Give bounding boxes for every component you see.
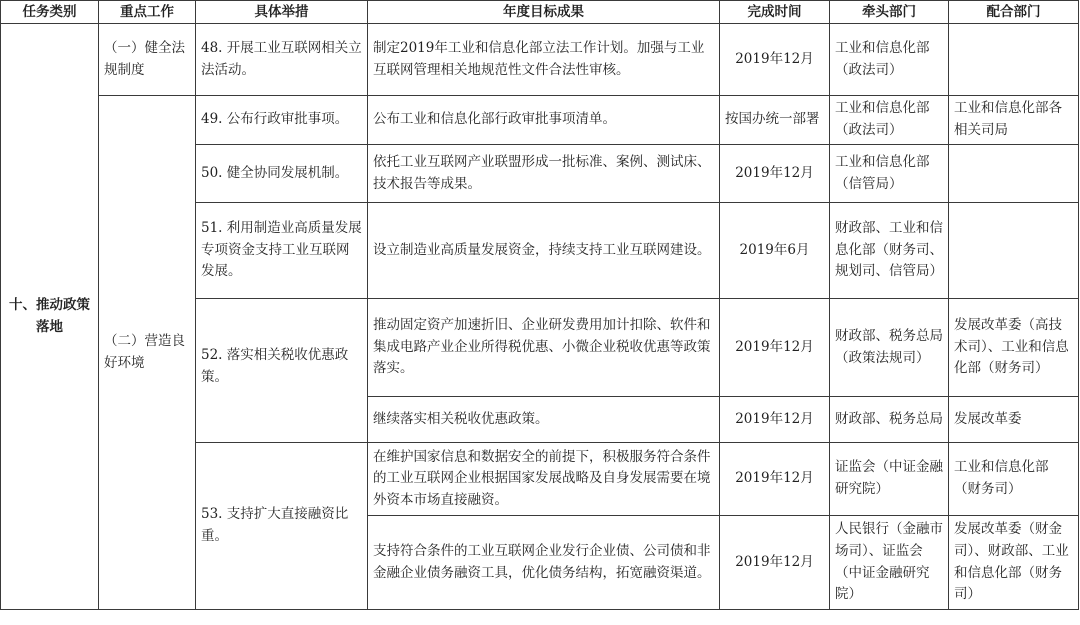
lead-dept-cell: 财政部、税务总局（政策法规司） [830, 299, 949, 397]
lead-dept-cell: 财政部、工业和信息化部（财务司、规划司、信管局） [830, 203, 949, 299]
coop-dept-cell [949, 24, 1079, 96]
time-cell: 2019年12月 [720, 145, 830, 203]
measure-cell: 50. 健全协同发展机制。 [196, 145, 368, 203]
lead-dept-cell: 工业和信息化部（信管局） [830, 145, 949, 203]
lead-dept-cell: 证监会（中证金融研究院） [830, 443, 949, 516]
goal-cell: 设立制造业高质量发展资金，持续支持工业互联网建设。 [368, 203, 720, 299]
time-cell: 2019年12月 [720, 299, 830, 397]
measure-cell: 51. 利用制造业高质量发展专项资金支持工业互联网发展。 [196, 203, 368, 299]
goal-cell: 支持符合条件的工业互联网企业发行企业债、公司债和非金融企业债务融资工具，优化债务结构，拓宽融资渠道。 [368, 516, 720, 610]
header-row [1, 1, 1079, 24]
lead-dept-cell: 财政部、税务总局 [830, 397, 949, 443]
coop-dept-cell: 发展改革委（财金司）、财政部、工业和信息化部（财务司） [949, 516, 1079, 610]
goal-cell: 公布工业和信息化部行政审批事项清单。 [368, 96, 720, 145]
goal-cell: 在维护国家信息和数据安全的前提下，积极服务符合条件的工业互联网企业根据国家发展战略及自身发展需要在境外资本市场直接融资。 [368, 443, 720, 516]
header-completion-time: 完成时间 [720, 1, 830, 24]
header-coop-dept: 配合部门 [949, 1, 1079, 24]
measure-cell: 53. 支持扩大直接融资比重。 [196, 443, 368, 610]
header-task-category: 任务类别 [1, 1, 99, 24]
goal-cell: 推动固定资产加速折旧、企业研发费用加计扣除、软件和集成电路产业企业所得税优惠、小微企业税收优惠等政策落实。 [368, 299, 720, 397]
focus-cell: （一）健全法规制度 [99, 24, 196, 96]
header-lead-dept: 牵头部门 [830, 1, 949, 24]
coop-dept-cell: 工业和信息化部各相关司局 [949, 96, 1079, 145]
task-category-cell: 十、推动政策落地 [1, 24, 99, 610]
coop-dept-cell: 工业和信息化部（财务司） [949, 443, 1079, 516]
table-row [1, 24, 1079, 96]
lead-dept-cell: 工业和信息化部（政法司） [830, 96, 949, 145]
time-cell: 2019年12月 [720, 397, 830, 443]
time-cell: 2019年12月 [720, 443, 830, 516]
header-key-work: 重点工作 [99, 1, 196, 24]
focus-cell: （二）营造良好环境 [99, 96, 196, 610]
time-cell: 2019年6月 [720, 203, 830, 299]
header-annual-goal: 年度目标成果 [368, 1, 720, 24]
lead-dept-cell: 人民银行（金融市场司）、证监会（中证金融研究院） [830, 516, 949, 610]
goal-cell: 制定2019年工业和信息化部立法工作计划。加强与工业互联网管理相关地规范性文件合法性审核。 [368, 24, 720, 96]
goal-cell: 继续落实相关税收优惠政策。 [368, 397, 720, 443]
coop-dept-cell [949, 145, 1079, 203]
table-row [1, 96, 1079, 145]
time-cell: 按国办统一部署 [720, 96, 830, 145]
measure-cell: 52. 落实相关税收优惠政策。 [196, 299, 368, 443]
lead-dept-cell: 工业和信息化部（政法司） [830, 24, 949, 96]
coop-dept-cell [949, 203, 1079, 299]
goal-cell: 依托工业互联网产业联盟形成一批标准、案例、测试床、技术报告等成果。 [368, 145, 720, 203]
time-cell: 2019年12月 [720, 516, 830, 610]
measure-cell: 49. 公布行政审批事项。 [196, 96, 368, 145]
time-cell: 2019年12月 [720, 24, 830, 96]
header-measures: 具体举措 [196, 1, 368, 24]
coop-dept-cell: 发展改革委（高技术司）、工业和信息化部（财务司） [949, 299, 1079, 397]
coop-dept-cell: 发展改革委 [949, 397, 1079, 443]
measure-cell: 48. 开展工业互联网相关立法活动。 [196, 24, 368, 96]
